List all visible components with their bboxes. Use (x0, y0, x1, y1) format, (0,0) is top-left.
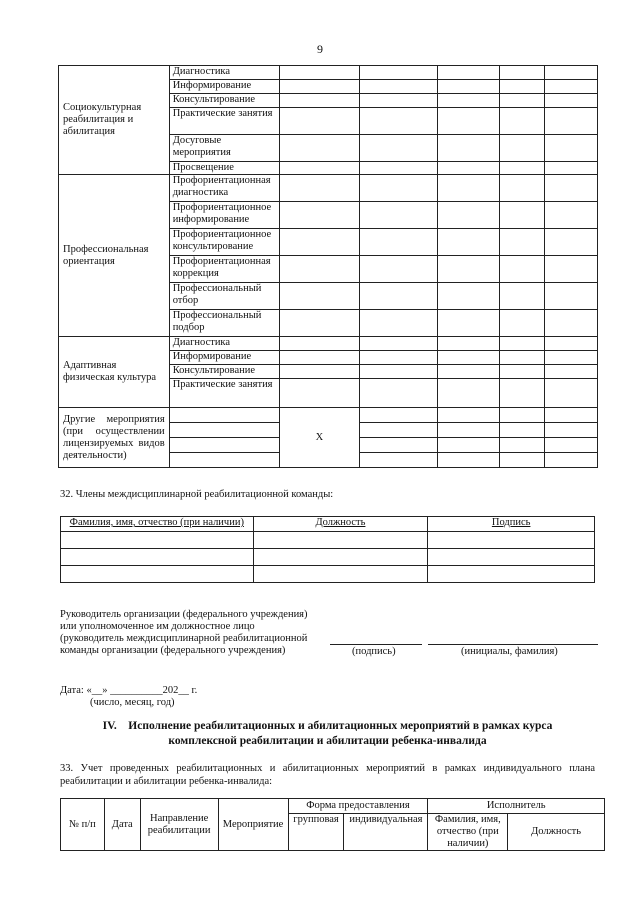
category-cell: Профессиональная ориентация (59, 175, 170, 337)
activity-cell: Консультирование (169, 94, 279, 108)
activity-cell: Профориентационное консультирование (169, 229, 279, 256)
col-date: Дата (104, 799, 140, 851)
entry-cell[interactable] (544, 283, 597, 310)
entry-cell[interactable] (359, 423, 437, 438)
entry-cell[interactable] (437, 162, 499, 175)
entry-cell[interactable] (544, 175, 597, 202)
entry-cell[interactable] (544, 337, 597, 351)
entry-cell[interactable] (280, 202, 360, 229)
header-signature: Подпись (428, 517, 595, 532)
entry-cell[interactable] (544, 310, 597, 337)
activity-cell: Профориентационная диагностика (169, 175, 279, 202)
entry-cell[interactable] (280, 256, 360, 283)
page-number: 9 (317, 42, 323, 56)
entry-cell[interactable] (437, 175, 499, 202)
entry-cell[interactable] (280, 283, 360, 310)
entry-cell[interactable] (437, 256, 499, 283)
table-row (59, 175, 598, 202)
activity-cell: Консультирование (169, 365, 279, 379)
entry-cell[interactable] (437, 438, 499, 453)
col-position: Должность (508, 814, 605, 851)
entry-cell[interactable] (359, 337, 437, 351)
not-applicable-mark: X (280, 408, 360, 468)
entry-cell[interactable] (544, 379, 597, 408)
entry-cell[interactable] (544, 66, 597, 80)
table-row (59, 337, 598, 351)
entry-cell[interactable] (359, 408, 437, 423)
entry-cell[interactable] (499, 94, 544, 108)
table-row (61, 566, 595, 583)
entry-cell[interactable] (437, 80, 499, 94)
signature-block: Руководитель организации (федерального учреждения) или уполномоченное им должностное лицо (руководитель междисциплинарной реабилитационной команды организации (федерального учреждения) (60, 609, 308, 656)
entry-cell[interactable] (499, 337, 544, 351)
entry-cell[interactable] (359, 202, 437, 229)
col-executor: Исполнитель (428, 799, 605, 814)
table-row (59, 408, 598, 423)
section32-label: 32. Члены междисциплинарной реабилитационной команды: (60, 489, 334, 500)
entry-cell[interactable] (359, 80, 437, 94)
entry-cell[interactable] (499, 438, 544, 453)
table-row (61, 532, 595, 549)
entry-cell[interactable] (544, 256, 597, 283)
activity-cell (169, 453, 279, 468)
entry-cell[interactable] (359, 453, 437, 468)
entry-cell[interactable] (437, 135, 499, 162)
col-num: № п/п (61, 799, 105, 851)
activity-cell: Информирование (169, 80, 279, 94)
activity-cell: Информирование (169, 351, 279, 365)
entry-cell[interactable] (499, 423, 544, 438)
entry-cell[interactable] (437, 351, 499, 365)
entry-cell[interactable] (437, 365, 499, 379)
entry-cell[interactable] (544, 365, 597, 379)
signature-line[interactable] (330, 644, 422, 645)
entry-cell[interactable] (359, 229, 437, 256)
entry-cell[interactable] (499, 453, 544, 468)
activity-cell: Практические занятия (169, 379, 279, 408)
name-line[interactable] (428, 644, 598, 645)
entry-cell[interactable] (359, 135, 437, 162)
activity-cell: Просвещение (169, 162, 279, 175)
table-row (61, 549, 595, 566)
entry-cell[interactable] (499, 162, 544, 175)
entry-cell[interactable] (280, 80, 360, 94)
entry-cell[interactable] (359, 94, 437, 108)
entry-cell[interactable] (544, 80, 597, 94)
entry-cell[interactable] (499, 408, 544, 423)
team-members-table (60, 516, 595, 583)
entry-cell[interactable] (280, 379, 360, 408)
category-cell: Адаптивная физическая культура (59, 337, 170, 408)
activity-cell: Практические занятия (169, 108, 279, 135)
activity-cell: Диагностика (169, 66, 279, 80)
entry-cell[interactable] (359, 310, 437, 337)
date-block (60, 685, 197, 709)
section33-paragraph: 33. Учет проведенных реабилитационных и абилитационных мероприятий в рамках индивидуального плана реабилитации и абилитации ребенка-инвалида: (60, 763, 595, 787)
activity-cell: Досуговые мероприятия (169, 135, 279, 162)
category-cell: Социокультурная реабилитация и абилитация (59, 66, 170, 175)
entry-cell[interactable] (280, 135, 360, 162)
entry-cell[interactable] (437, 310, 499, 337)
entry-cell[interactable] (544, 423, 597, 438)
activity-cell: Профориентационная коррекция (169, 256, 279, 283)
header-position: Должность (253, 517, 428, 532)
signature-caption: (подпись) (352, 646, 396, 657)
entry-cell[interactable] (544, 94, 597, 108)
col-group: групповая (288, 814, 344, 851)
entry-cell[interactable] (359, 162, 437, 175)
rehab-activities-table (58, 65, 598, 468)
entry-cell[interactable] (499, 256, 544, 283)
entry-cell[interactable] (499, 135, 544, 162)
entry-cell[interactable] (280, 94, 360, 108)
entry-cell[interactable] (544, 229, 597, 256)
activity-cell: Профессиональный подбор (169, 310, 279, 337)
entry-cell[interactable] (359, 108, 437, 135)
entry-cell[interactable] (437, 229, 499, 256)
activity-cell: Профессиональный отбор (169, 283, 279, 310)
entry-cell[interactable] (437, 379, 499, 408)
activity-cell: Профориентационное информирование (169, 202, 279, 229)
entry-cell[interactable] (359, 351, 437, 365)
entry-cell[interactable] (359, 438, 437, 453)
entry-cell[interactable] (499, 365, 544, 379)
section4-heading: IV. Исполнение реабилитационных и абилитационных мероприятий в рамках курса комплексной реабилитации и абилитации ребенка-инвалида (102, 720, 553, 747)
entry-cell[interactable] (437, 94, 499, 108)
date-caption: (число, месяц, год) (90, 697, 175, 708)
entry-cell[interactable] (544, 453, 597, 468)
entry-cell[interactable] (280, 66, 360, 80)
entry-cell[interactable] (499, 229, 544, 256)
activity-cell (169, 408, 279, 423)
category-cell: Другие мероприятия (при осуществлении лицензируемых видов деятельности) (59, 408, 170, 468)
col-fio: Фамилия, имя, отчество (при наличии) (428, 814, 508, 851)
activity-cell: Диагностика (169, 337, 279, 351)
table-row (59, 66, 598, 80)
date-line: Дата: «__» __________202__ г. (60, 685, 198, 696)
entry-cell[interactable] (280, 365, 360, 379)
entry-cell[interactable] (359, 365, 437, 379)
entry-cell[interactable] (280, 162, 360, 175)
entry-cell[interactable] (544, 162, 597, 175)
entry-cell[interactable] (544, 135, 597, 162)
entry-cell[interactable] (437, 283, 499, 310)
header-fio: Фамилия, имя, отчество (при наличии) (61, 517, 254, 532)
entry-cell[interactable] (499, 175, 544, 202)
entry-cell[interactable] (544, 108, 597, 135)
col-individual: индивидуальная (344, 814, 428, 851)
entry-cell[interactable] (544, 408, 597, 423)
entry-cell[interactable] (280, 108, 360, 135)
col-event: Мероприятие (218, 799, 288, 851)
entry-cell[interactable] (437, 453, 499, 468)
entry-cell[interactable] (499, 379, 544, 408)
entry-cell[interactable] (280, 175, 360, 202)
entry-cell[interactable] (359, 66, 437, 80)
col-form: Форма предоставления (288, 799, 428, 814)
entry-cell[interactable] (499, 351, 544, 365)
activity-cell (169, 438, 279, 453)
entry-cell[interactable] (280, 310, 360, 337)
entry-cell[interactable] (499, 283, 544, 310)
entry-cell[interactable] (499, 202, 544, 229)
entry-cell[interactable] (499, 108, 544, 135)
entry-cell[interactable] (499, 310, 544, 337)
entry-cell[interactable] (499, 66, 544, 80)
name-caption: (инициалы, фамилия) (461, 646, 558, 657)
entry-cell[interactable] (499, 80, 544, 94)
entry-cell[interactable] (544, 202, 597, 229)
entry-cell[interactable] (359, 379, 437, 408)
entry-cell[interactable] (544, 351, 597, 365)
entry-cell[interactable] (437, 337, 499, 351)
entry-cell[interactable] (437, 202, 499, 229)
entry-cell[interactable] (437, 423, 499, 438)
entry-cell[interactable] (437, 408, 499, 423)
col-direction: Направление реабилитации (140, 799, 218, 851)
entry-cell[interactable] (359, 283, 437, 310)
entry-cell[interactable] (359, 175, 437, 202)
activity-cell (169, 423, 279, 438)
executed-activities-table (60, 798, 605, 851)
entry-cell[interactable] (280, 229, 360, 256)
entry-cell[interactable] (280, 337, 360, 351)
entry-cell[interactable] (359, 256, 437, 283)
entry-cell[interactable] (544, 438, 597, 453)
entry-cell[interactable] (437, 108, 499, 135)
entry-cell[interactable] (437, 66, 499, 80)
entry-cell[interactable] (280, 351, 360, 365)
